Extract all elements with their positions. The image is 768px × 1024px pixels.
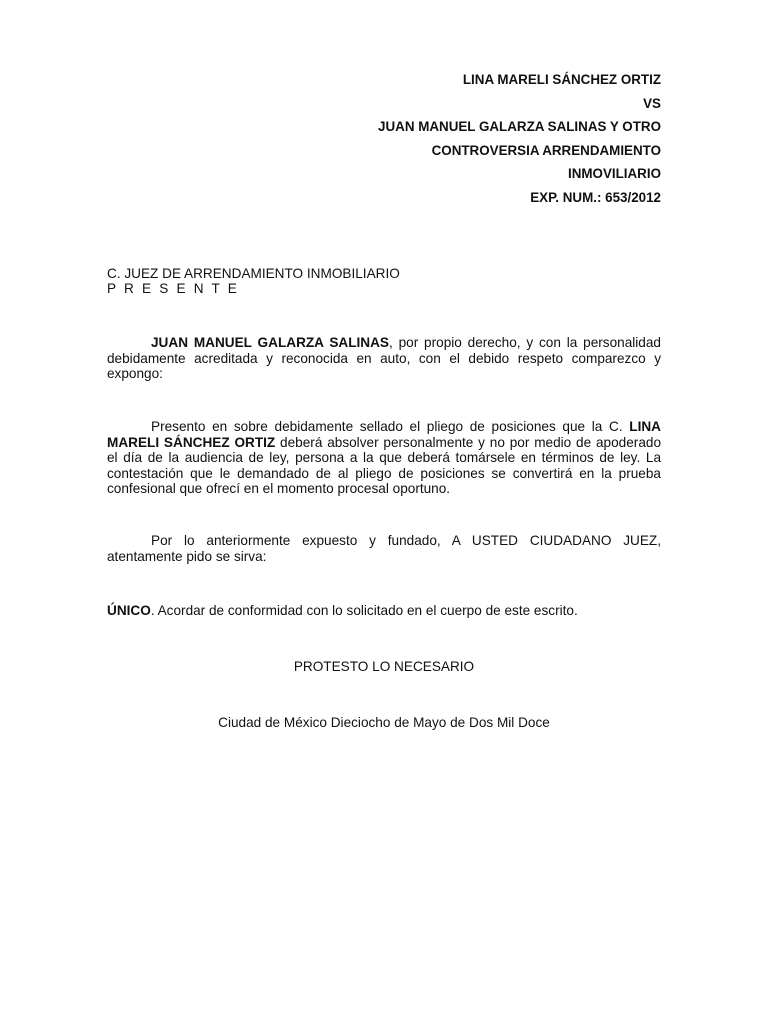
request-paragraph: Por lo anteriormente expuesto y fundado, A USTED CIUDADANO JUEZ, atentamente pido se sirva: <box>107 533 661 564</box>
file-number: EXP. NUM.: 653/2012 <box>530 189 661 205</box>
petition-paragraph <box>107 603 661 619</box>
intro-text: , por propio derecho, y con la personalidad debidamente acreditada y reconocida en auto, con el debido respeto comparezco y expongo: <box>107 335 661 381</box>
body-text-after: deberá absolver personalmente y no por medio de apoderado el día de la audiencia de ley, persona a la que deberá tomársele en términos de ley. La contestación que le demandado de al pliego de posiciones se convertirá en la prueba confesional que ofrecí en el momento procesal oportuno. <box>107 434 661 496</box>
protest-line: PROTESTO LO NECESARIO <box>293 659 475 674</box>
defendant-name: JUAN MANUEL GALARZA SALINAS Y OTRO <box>378 119 661 135</box>
place-date-line: Ciudad de México Dieciocho de Mayo de Dos Mil Doce <box>218 715 550 730</box>
case-caption <box>378 68 661 210</box>
intro-paragraph <box>107 335 661 382</box>
plaintiff-name: LINA MARELI SÁNCHEZ ORTIZ <box>462 72 661 87</box>
petition-label: ÚNICO <box>107 603 151 618</box>
petition-text: . Acordar de conformidad con lo solicitado en el cuerpo de este escrito. <box>150 603 578 618</box>
intro-name: JUAN MANUEL GALARZA SALINAS <box>151 335 389 350</box>
presente-label: P R E S E N T E <box>107 281 239 296</box>
body-name: LINA MARELI SÁNCHEZ ORTIZ <box>107 419 661 450</box>
judge-title: C. JUEZ DE ARRENDAMIENTO INMOBILIARIO <box>107 266 400 281</box>
matter-line-2: INMOVILIARIO <box>568 166 661 182</box>
versus-label: VS <box>643 95 661 111</box>
body-paragraph <box>107 419 661 497</box>
matter-line-1: CONTROVERSIA ARRENDAMIENTO <box>431 142 661 158</box>
addressee-block <box>107 266 400 296</box>
body-text-before: Presento en sobre debidamente sellado el pliego de posiciones que la C. <box>151 419 630 434</box>
